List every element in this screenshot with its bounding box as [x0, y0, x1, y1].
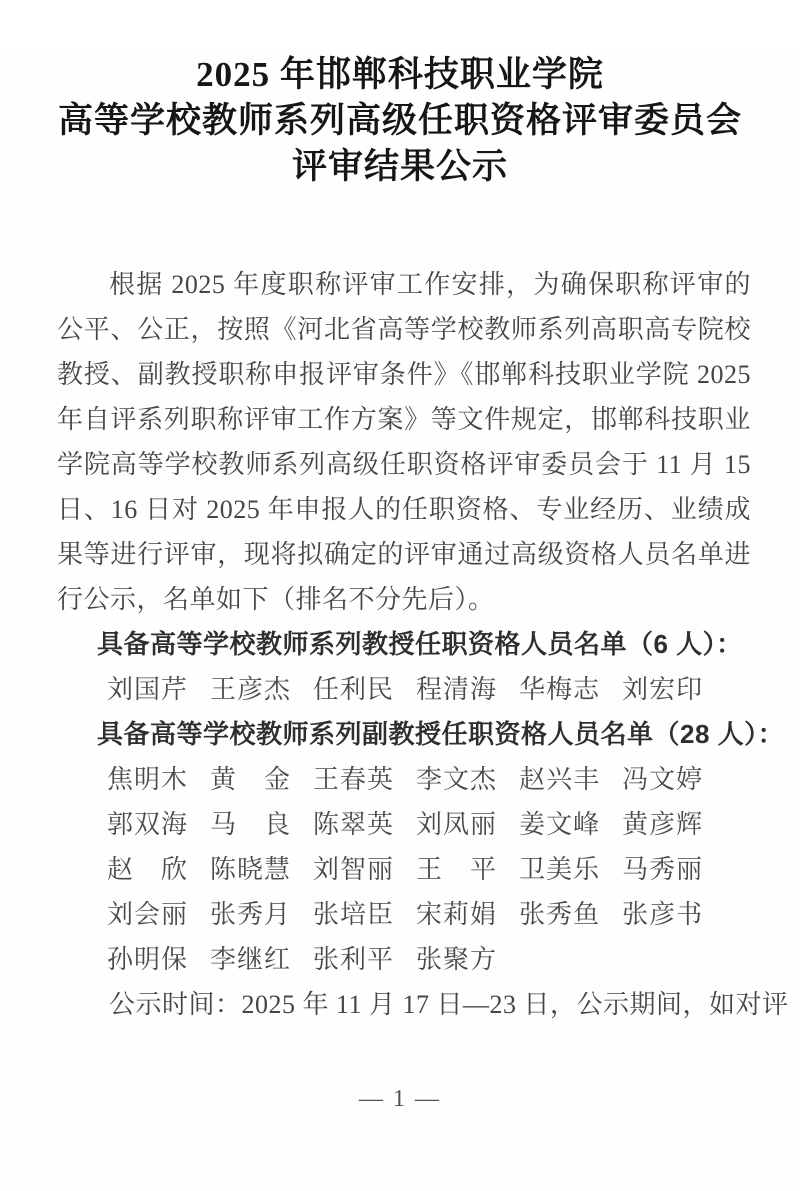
person-name: 张秀鱼 — [519, 900, 601, 929]
person-name: 郭双海 — [107, 810, 189, 839]
scanned-document-page — [0, 52, 800, 1191]
person-name: 刘凤丽 — [416, 810, 498, 839]
person-name: 冯文婷 — [622, 765, 704, 794]
person-name: 赵 欣 — [107, 855, 189, 884]
professor-name-list — [57, 667, 751, 712]
person-name: 李文杰 — [416, 765, 498, 794]
person-name: 姜文峰 — [519, 810, 601, 839]
person-name: 任利民 — [313, 675, 395, 704]
person-name: 张利平 — [313, 945, 395, 974]
intro-paragraph: 根据 2025 年度职称评审工作安排，为确保职称评审的公平、公正，按照《河北省高等学校教师系列高职高专院校教授、副教授职称申报评审条件》《邯郸科技职业学院 2025 年自评系列职称评审工作方案》等文件规定，邯郸科技职业学院高等学校教师系列高级任职资格评审委员会于 11 月 15 日、16 日对 2025 年申报人的任职资格、专业经历、业绩成果等进行评审，现将拟确定的评审通过高级资格人员名单进行公示，名单如下（排名不分先后）。 — [57, 270, 751, 614]
professor-section-heading: 具备高等学校教师系列教授任职资格人员名单（6 人）： — [97, 629, 743, 659]
person-name: 赵兴丰 — [519, 765, 601, 794]
person-name: 王 平 — [416, 855, 498, 884]
document-title-line-1: 2025 年邯郸科技职业学院 — [196, 55, 604, 94]
person-name: 焦明木 — [107, 765, 189, 794]
person-name: 孙明保 — [107, 945, 189, 974]
person-name: 黄 金 — [210, 765, 292, 794]
person-name: 张彦书 — [622, 900, 704, 929]
person-name: 马 良 — [210, 810, 292, 839]
person-name: 黄彦辉 — [622, 810, 704, 839]
person-name: 张聚方 — [416, 945, 498, 974]
public-notice-period-line: 公示时间：2025 年 11 月 17 日—23 日，公示期间，如对评 — [109, 990, 789, 1019]
document-title-line-3: 评审结果公示 — [291, 147, 508, 186]
person-name: 李继红 — [210, 945, 292, 974]
person-name: 刘国芹 — [107, 675, 189, 704]
name-row — [57, 847, 751, 892]
person-name: 张秀月 — [210, 900, 292, 929]
document-title — [40, 52, 760, 190]
person-name: 王彦杰 — [210, 675, 292, 704]
person-name: 华梅志 — [519, 675, 601, 704]
associate-professor-section-heading: 具备高等学校教师系列副教授任职资格人员名单（28 人）： — [97, 719, 785, 749]
person-name: 马秀丽 — [622, 855, 704, 884]
person-name: 程清海 — [416, 675, 498, 704]
person-name: 卫美乐 — [519, 855, 601, 884]
page-number: — 1 — — [359, 1086, 441, 1112]
name-row — [57, 757, 751, 802]
person-name: 张培臣 — [313, 900, 395, 929]
person-name: 刘宏印 — [622, 675, 704, 704]
person-name: 刘智丽 — [313, 855, 395, 884]
document-title-line-2: 高等学校教师系列高级任职资格评审委员会 — [57, 101, 742, 140]
associate-professor-name-list — [57, 757, 751, 982]
name-row — [57, 667, 751, 712]
name-row — [57, 892, 751, 937]
person-name: 陈翠英 — [313, 810, 395, 839]
person-name: 王春英 — [313, 765, 395, 794]
name-row — [57, 937, 751, 982]
person-name: 刘会丽 — [107, 900, 189, 929]
person-name: 陈晓慧 — [210, 855, 292, 884]
document-body — [57, 262, 789, 1027]
person-name: 宋莉娟 — [416, 900, 498, 929]
name-row — [57, 802, 751, 847]
